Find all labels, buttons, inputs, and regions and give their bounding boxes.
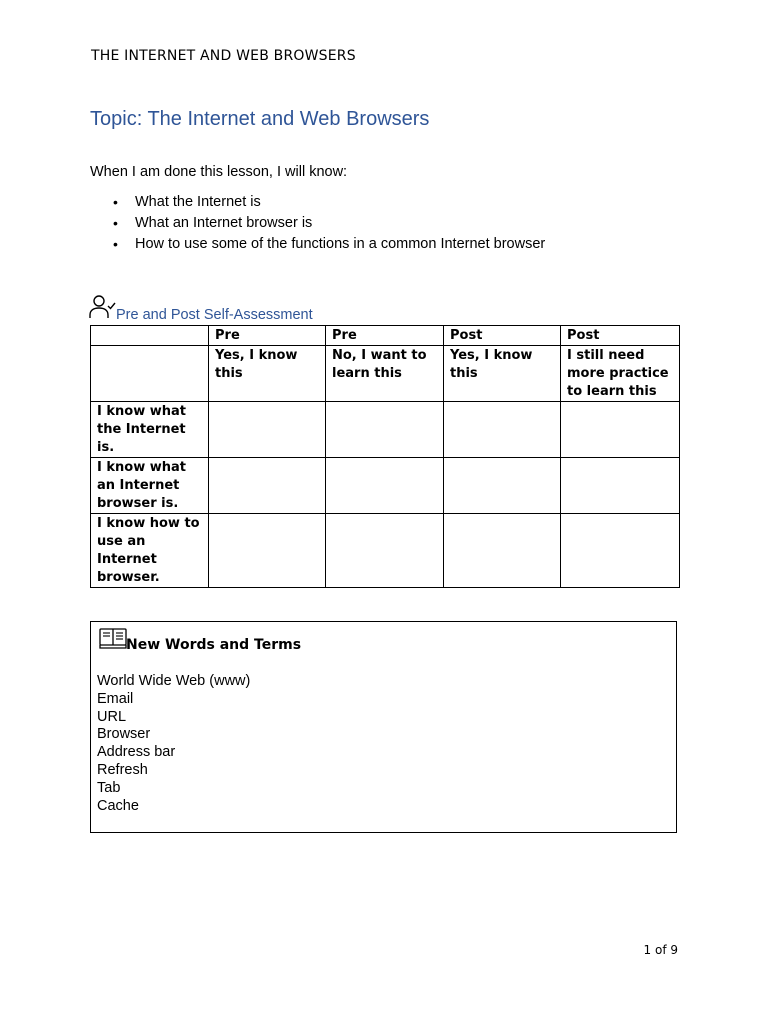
checkbox-cell[interactable] <box>561 514 680 588</box>
table-corner-cell <box>91 326 209 346</box>
checkbox-cell[interactable] <box>561 402 680 458</box>
book-icon <box>99 627 127 651</box>
table-row <box>91 402 680 458</box>
term-item: Refresh <box>97 761 148 778</box>
term-item: URL <box>97 708 127 725</box>
checkbox-cell[interactable] <box>444 514 561 588</box>
checkbox-cell[interactable] <box>326 458 444 514</box>
running-header: THE INTERNET AND WEB BROWSERS <box>91 48 356 64</box>
term-item: Tab <box>97 779 121 796</box>
column-phase: Pre <box>326 326 444 346</box>
person-check-icon <box>89 294 117 320</box>
checkbox-cell[interactable] <box>444 402 561 458</box>
new-words-title: New Words and Terms <box>126 637 302 653</box>
column-label: Yes, I know this <box>444 346 561 402</box>
topic-heading: Topic: The Internet and Web Browsers <box>90 108 430 130</box>
table-row <box>91 458 680 514</box>
table-corner-cell <box>91 346 209 402</box>
objectives-list <box>113 193 545 256</box>
checkbox-cell[interactable] <box>209 514 326 588</box>
row-statement: I know what the Internet is. <box>91 402 209 458</box>
column-phase: Pre <box>209 326 326 346</box>
self-assessment-table <box>90 325 680 588</box>
table-row <box>91 514 680 588</box>
term-item: Browser <box>97 726 151 743</box>
terms-list <box>97 673 250 815</box>
row-statement: I know what an Internet browser is. <box>91 458 209 514</box>
column-label: I still need more practice to learn this <box>561 346 680 402</box>
checkbox-cell[interactable] <box>209 402 326 458</box>
page-number: 1 of 9 <box>643 943 678 957</box>
objective-item: • What the Internet is <box>113 193 545 214</box>
checkbox-cell[interactable] <box>326 514 444 588</box>
column-phase: Post <box>444 326 561 346</box>
objective-item: • What an Internet browser is <box>113 214 545 235</box>
table-subheader-row <box>91 346 680 402</box>
term-item: Email <box>97 690 134 707</box>
objective-item: • How to use some of the functions in a common Internet browser <box>113 235 545 256</box>
checkbox-cell[interactable] <box>209 458 326 514</box>
column-phase: Post <box>561 326 680 346</box>
term-item: World Wide Web (www) <box>97 673 251 689</box>
column-label: Yes, I know this <box>209 346 326 402</box>
term-item: Cache <box>97 797 139 814</box>
new-words-box <box>90 621 677 833</box>
checkbox-cell[interactable] <box>326 402 444 458</box>
checkbox-cell[interactable] <box>561 458 680 514</box>
row-statement: I know how to use an Internet browser. <box>91 514 209 588</box>
checkbox-cell[interactable] <box>444 458 561 514</box>
self-assessment-title: Pre and Post Self-Assessment <box>116 307 313 323</box>
table-header-row <box>91 326 680 346</box>
term-item: Address bar <box>97 744 176 761</box>
column-label: No, I want to learn this <box>326 346 444 402</box>
intro-text: When I am done this lesson, I will know: <box>90 164 348 180</box>
